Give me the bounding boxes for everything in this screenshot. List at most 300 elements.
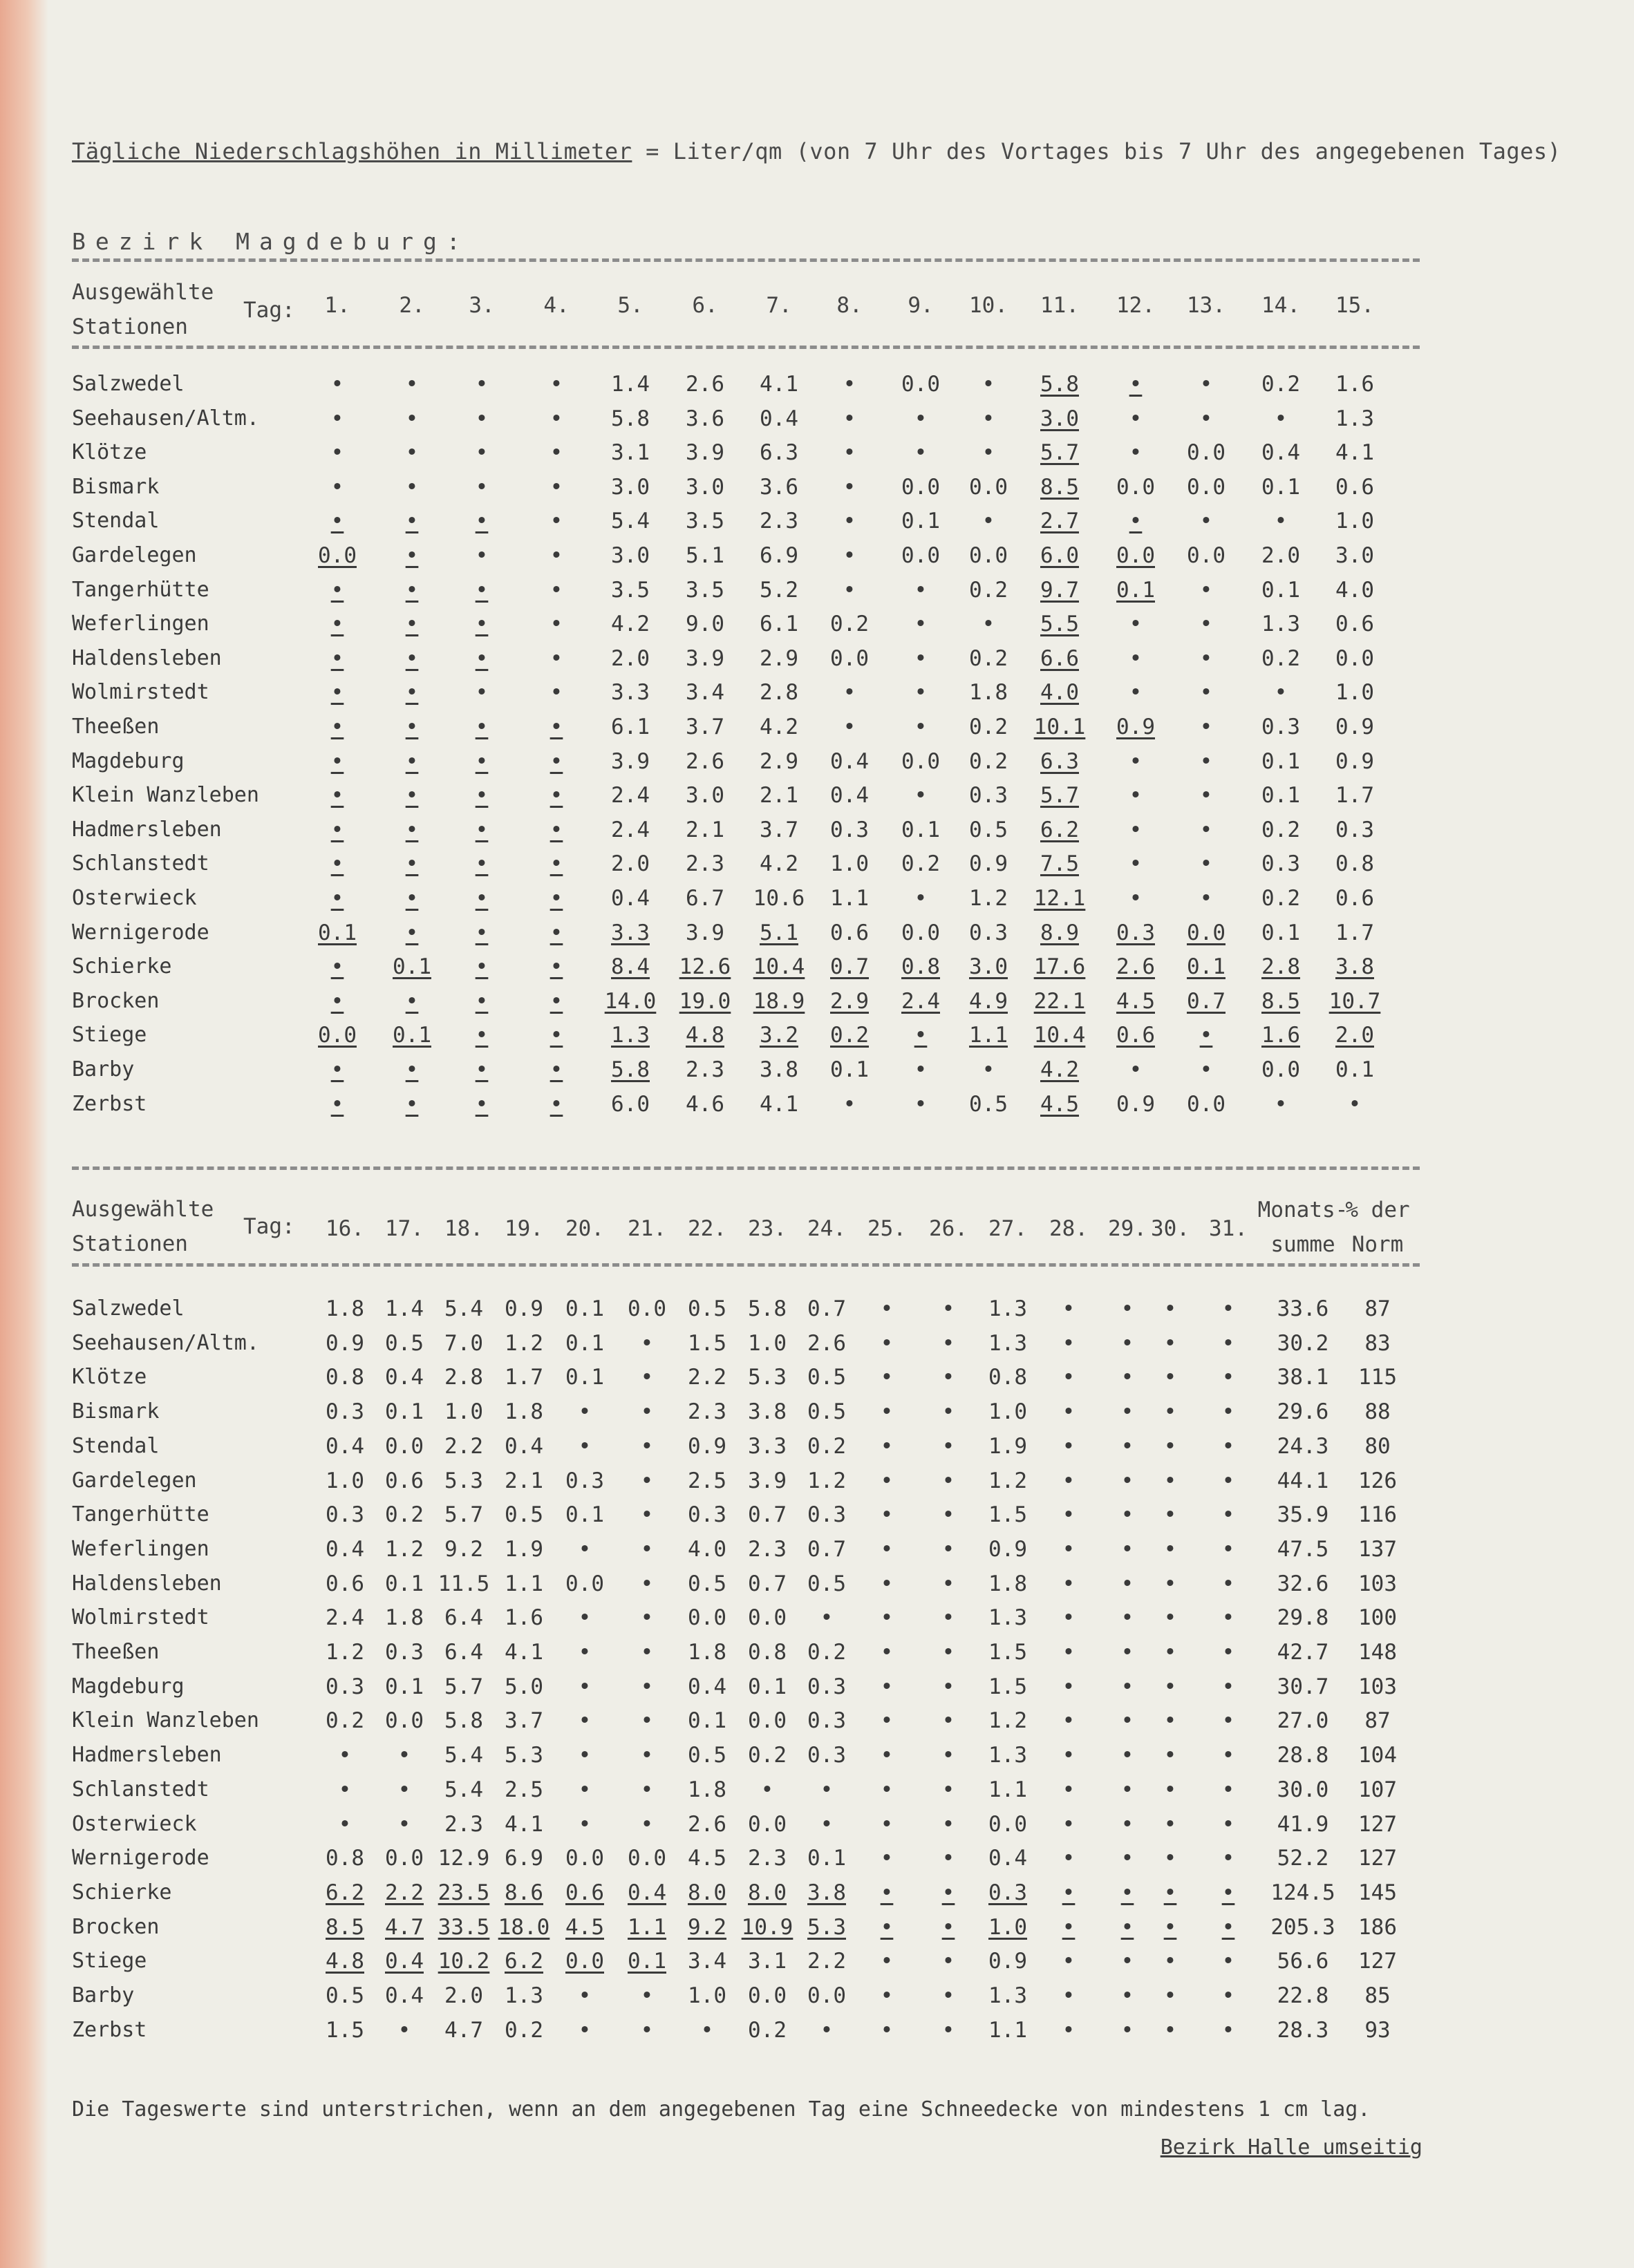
table-cell: •	[1062, 1434, 1076, 1459]
day-header: 20.	[565, 1216, 604, 1241]
table-cell: •	[1221, 1777, 1235, 1802]
monthly-sum-cell: 47.5	[1277, 1537, 1329, 1562]
table-cell: •	[1120, 1537, 1134, 1562]
table-cell: •	[982, 440, 995, 465]
day-header: 27.	[988, 1216, 1027, 1241]
table-cell: 9.0	[686, 612, 724, 636]
table-cell: •	[405, 886, 419, 911]
station-name: Stendal	[72, 509, 160, 533]
table-cell: 0.2	[326, 1708, 364, 1733]
table-cell: 1.3	[611, 1023, 650, 1048]
table-cell: 0.1	[628, 1949, 666, 1974]
monthly-sum-cell: 30.2	[1277, 1331, 1329, 1356]
table-cell: 2.1	[505, 1468, 543, 1493]
table-cell: 0.8	[326, 1365, 364, 1390]
table-cell: 1.4	[611, 372, 650, 397]
table-cell: 2.2	[807, 1949, 846, 1974]
table-cell: •	[941, 1434, 955, 1459]
table-cell: •	[475, 406, 489, 431]
table-cell: 2.5	[688, 1468, 726, 1493]
table-cell: 6.4	[444, 1605, 483, 1630]
table-cell: 2.4	[326, 1605, 364, 1630]
table-cell: •	[1221, 1949, 1235, 1974]
header-station-label-1: Ausgewählte	[72, 1197, 214, 1222]
table-cell: 1.8	[969, 680, 1008, 705]
table-cell: 0.9	[326, 1331, 364, 1356]
table-cell: 1.3	[988, 1743, 1027, 1768]
station-name: Weferlingen	[72, 1537, 209, 1561]
table-cell: 18.9	[753, 989, 805, 1014]
table-cell: 5.8	[444, 1708, 483, 1733]
table-cell: 10.4	[1033, 1023, 1086, 1048]
table-cell: •	[982, 509, 995, 533]
table-cell: •	[640, 1640, 654, 1665]
table-cell: •	[1221, 1605, 1235, 1630]
table-cell: 0.5	[807, 1399, 846, 1424]
table-cell: 3.8	[760, 1057, 798, 1082]
table-cell: 0.1	[318, 920, 357, 945]
table-cell: 0.1	[1261, 749, 1300, 774]
table-cell: 0.4	[688, 1674, 726, 1699]
table-cell: 1.2	[807, 1468, 846, 1493]
table-cell: •	[914, 1057, 928, 1082]
table-cell: 4.2	[611, 612, 650, 636]
table-cell: •	[982, 406, 995, 431]
table-cell: •	[1221, 1983, 1235, 2008]
table-cell: 0.6	[830, 920, 869, 945]
percent-norm-cell: 88	[1364, 1399, 1391, 1424]
table-cell: 12.6	[679, 954, 731, 979]
table-cell: •	[1199, 612, 1213, 636]
table-cell: •	[880, 1880, 894, 1905]
table-cell: •	[550, 440, 563, 465]
table-cell: 5.1	[686, 543, 724, 568]
table-cell: •	[880, 1915, 894, 1940]
table-cell: •	[475, 954, 489, 979]
table-cell: 0.3	[969, 783, 1008, 808]
table-cell: 1.8	[988, 1571, 1027, 1596]
table-cell: •	[1129, 440, 1143, 465]
percent-norm-cell: 115	[1358, 1365, 1397, 1390]
table-cell: •	[1129, 509, 1143, 533]
monthly-sum-cell: 30.7	[1277, 1674, 1329, 1699]
table-cell: •	[1062, 1365, 1076, 1390]
table-cell: •	[640, 1502, 654, 1527]
title-rest: = Liter/qm (von 7 Uhr des Vortages bis 7 Uhr des angegebenen Tages)	[632, 138, 1561, 164]
table-cell: 2.3	[686, 1057, 724, 1082]
table-cell: •	[1199, 406, 1213, 431]
table-cell: •	[330, 680, 344, 705]
table-cell: 0.3	[807, 1674, 846, 1699]
table-cell: •	[1199, 818, 1213, 842]
table-cell: 0.3	[688, 1502, 726, 1527]
table-cell: •	[914, 783, 928, 808]
table-cell: •	[880, 1640, 894, 1665]
table-cell: •	[914, 578, 928, 603]
table-cell: •	[550, 783, 563, 808]
day-header: 9.	[908, 293, 934, 318]
table-cell: 0.7	[830, 954, 869, 979]
percent-norm-cell: 87	[1364, 1708, 1391, 1733]
monthly-sum-cell: 44.1	[1277, 1468, 1329, 1493]
station-name: Klötze	[72, 1365, 147, 1389]
table-cell: •	[578, 1777, 592, 1802]
station-name: Theeßen	[72, 715, 160, 739]
table-cell: •	[1199, 509, 1213, 533]
table-cell: 3.0	[969, 954, 1008, 979]
table-cell: 0.6	[1116, 1023, 1155, 1048]
table-cell: •	[982, 1057, 995, 1082]
table-cell: 0.3	[807, 1743, 846, 1768]
table-cell: •	[1120, 1915, 1134, 1940]
table-cell: 2.6	[1116, 954, 1155, 979]
station-name: Wernigerode	[72, 1846, 209, 1870]
station-name: Schierke	[72, 954, 172, 979]
station-name: Schierke	[72, 1880, 172, 1905]
table-cell: 6.1	[611, 715, 650, 739]
table-cell: 1.7	[1335, 783, 1374, 808]
header-station-label-1: Ausgewählte	[72, 280, 214, 305]
table-cell: •	[1221, 1502, 1235, 1527]
percent-norm-cell: 100	[1358, 1605, 1397, 1630]
day-header: 26.	[929, 1216, 968, 1241]
table-cell: •	[914, 680, 928, 705]
table-cell: •	[941, 1708, 955, 1733]
table-cell: 1.0	[326, 1468, 364, 1493]
table-cell: 5.3	[505, 1743, 543, 1768]
table-cell: •	[475, 440, 489, 465]
table-cell: •	[1129, 612, 1143, 636]
table-cell: •	[1163, 1743, 1177, 1768]
table-cell: •	[1274, 406, 1288, 431]
table-cell: 0.2	[830, 1023, 869, 1048]
table-cell: 0.6	[326, 1571, 364, 1596]
table-cell: •	[1348, 1092, 1362, 1117]
table-cell: 2.2	[688, 1365, 726, 1390]
table-cell: 5.3	[748, 1365, 787, 1390]
station-name: Stendal	[72, 1434, 160, 1458]
table-cell: •	[330, 783, 344, 808]
monthly-sum-cell: 42.7	[1277, 1640, 1329, 1665]
table-cell: •	[700, 2018, 714, 2043]
table-cell: 3.8	[1335, 954, 1374, 979]
table-cell: 1.1	[505, 1571, 543, 1596]
table-cell: •	[1129, 886, 1143, 911]
table-cell: •	[405, 989, 419, 1014]
table-cell: 5.8	[1040, 372, 1079, 397]
table-cell: •	[578, 1708, 592, 1733]
table-cell: •	[330, 440, 344, 465]
table-cell: •	[941, 1331, 955, 1356]
day-header: 8.	[836, 293, 863, 318]
table-cell: •	[1062, 1502, 1076, 1527]
table-cell: •	[1163, 1468, 1177, 1493]
station-name: Barby	[72, 1057, 135, 1081]
table-cell: 1.9	[505, 1537, 543, 1562]
table-cell: 2.3	[748, 1846, 787, 1871]
table-cell: •	[1120, 1434, 1134, 1459]
monthly-sum-cell: 35.9	[1277, 1502, 1329, 1527]
table-cell: •	[1163, 2018, 1177, 2043]
table-cell: •	[1120, 1468, 1134, 1493]
table-cell: •	[1120, 1777, 1134, 1802]
table-cell: •	[405, 1057, 419, 1082]
table-cell: •	[880, 1949, 894, 1974]
table-cell: 1.1	[969, 1023, 1008, 1048]
table-cell: •	[880, 1502, 894, 1527]
table-cell: •	[1120, 2018, 1134, 2043]
table-cell: •	[578, 1640, 592, 1665]
table-cell: 0.5	[969, 1092, 1008, 1117]
table-cell: 1.5	[988, 1502, 1027, 1527]
table-cell: 5.8	[611, 1057, 650, 1082]
table-cell: •	[550, 989, 563, 1014]
table-cell: •	[1120, 1640, 1134, 1665]
table-cell: •	[578, 1674, 592, 1699]
table-cell: •	[475, 818, 489, 842]
table-cell: 3.6	[686, 406, 724, 431]
table-cell: 0.4	[760, 406, 798, 431]
percent-norm-cell: 186	[1358, 1915, 1397, 1940]
table-cell: 0.4	[628, 1880, 666, 1905]
table-cell: •	[1129, 851, 1143, 876]
table-cell: 7.5	[1040, 851, 1079, 876]
table-cell: 1.0	[444, 1399, 483, 1424]
table-cell: 2.1	[686, 818, 724, 842]
table-cell: 0.3	[830, 818, 869, 842]
percent-norm-cell: 104	[1358, 1743, 1397, 1768]
table-cell: •	[914, 440, 928, 465]
table-cell: •	[1221, 1812, 1235, 1837]
table-cell: 0.4	[326, 1537, 364, 1562]
station-name: Salzwedel	[72, 372, 185, 396]
table-cell: •	[843, 578, 856, 603]
table-cell: 0.4	[326, 1434, 364, 1459]
monthly-sum-cell: 56.6	[1277, 1949, 1329, 1974]
table-cell: •	[941, 1983, 955, 2008]
table-cell: 0.6	[385, 1468, 424, 1493]
divider	[72, 258, 1420, 262]
table-cell: 8.0	[748, 1880, 787, 1905]
monthly-sum-cell: 28.8	[1277, 1743, 1329, 1768]
station-name: Haldensleben	[72, 646, 222, 670]
footnote: Die Tageswerte sind unterstrichen, wenn an dem angegebenen Tag eine Schneedecke von mindestens 1 cm lag.	[72, 2097, 1371, 2121]
station-name: Barby	[72, 1983, 135, 2007]
table-cell: •	[941, 1777, 955, 1802]
table-cell: 1.1	[830, 886, 869, 911]
table-cell: 4.9	[969, 989, 1008, 1014]
divider	[72, 1166, 1420, 1170]
table-cell: •	[405, 475, 419, 500]
table-cell: 0.5	[688, 1571, 726, 1596]
table-cell: •	[475, 475, 489, 500]
table-cell: 4.1	[760, 372, 798, 397]
table-cell: 0.8	[1335, 851, 1374, 876]
table-cell: •	[330, 1057, 344, 1082]
table-cell: •	[880, 1468, 894, 1493]
table-cell: •	[405, 440, 419, 465]
table-cell: •	[1221, 1468, 1235, 1493]
table-cell: 0.3	[969, 920, 1008, 945]
table-cell: •	[405, 612, 419, 636]
table-cell: •	[1062, 1537, 1076, 1562]
table-cell: •	[1062, 1468, 1076, 1493]
table-cell: 0.0	[1187, 440, 1226, 465]
table-cell: 3.0	[611, 475, 650, 500]
table-cell: •	[941, 1399, 955, 1424]
table-cell: •	[475, 749, 489, 774]
table-cell: 4.1	[505, 1812, 543, 1837]
header-day-label: Tag:	[243, 298, 295, 323]
table-cell: 4.2	[760, 851, 798, 876]
table-cell: 1.8	[326, 1296, 364, 1321]
table-cell: 0.3	[807, 1708, 846, 1733]
table-cell: •	[640, 1571, 654, 1596]
table-cell: •	[578, 1434, 592, 1459]
table-cell: •	[578, 1983, 592, 2008]
table-cell: •	[880, 2018, 894, 2043]
table-cell: 0.2	[901, 851, 940, 876]
table-cell: •	[1163, 1880, 1177, 1905]
table-cell: •	[397, 2018, 411, 2043]
table-cell: 0.5	[385, 1331, 424, 1356]
table-cell: 0.2	[807, 1640, 846, 1665]
table-cell: •	[1062, 1846, 1076, 1871]
table-cell: 0.4	[611, 886, 650, 911]
table-cell: 0.1	[1116, 578, 1155, 603]
divider	[72, 346, 1420, 349]
table-cell: 0.7	[1187, 989, 1226, 1014]
table-cell: 0.3	[807, 1502, 846, 1527]
table-cell: •	[1199, 646, 1213, 671]
table-cell: •	[843, 715, 856, 739]
station-name: Bismark	[72, 1399, 160, 1424]
table-cell: 2.4	[611, 783, 650, 808]
table-cell: •	[330, 406, 344, 431]
table-cell: •	[941, 1571, 955, 1596]
day-header: 22.	[688, 1216, 726, 1241]
table-cell: 6.1	[760, 612, 798, 636]
table-cell: •	[475, 680, 489, 705]
table-cell: •	[1120, 1983, 1134, 2008]
table-cell: •	[820, 1777, 834, 1802]
table-cell: •	[1163, 1296, 1177, 1321]
table-cell: •	[880, 1331, 894, 1356]
table-cell: •	[1163, 1983, 1177, 2008]
table-cell: 0.0	[565, 1846, 604, 1871]
table-cell: •	[1221, 1880, 1235, 1905]
table-cell: •	[941, 1640, 955, 1665]
table-cell: 0.0	[385, 1846, 424, 1871]
table-cell: 0.1	[1187, 954, 1226, 979]
table-cell: 3.3	[611, 920, 650, 945]
table-cell: 2.6	[807, 1331, 846, 1356]
table-cell: •	[405, 680, 419, 705]
table-cell: •	[550, 543, 563, 568]
table-cell: •	[405, 818, 419, 842]
table-cell: •	[550, 1057, 563, 1082]
percent-norm-cell: 127	[1358, 1812, 1397, 1837]
day-header: 31.	[1209, 1216, 1248, 1241]
table-cell: •	[1062, 2018, 1076, 2043]
table-cell: •	[475, 372, 489, 397]
table-cell: •	[330, 886, 344, 911]
table-cell: 5.4	[444, 1743, 483, 1768]
table-cell: •	[1199, 749, 1213, 774]
table-cell: •	[475, 886, 489, 911]
monthly-sum-cell: 205.3	[1270, 1915, 1335, 1940]
table-cell: 0.8	[901, 954, 940, 979]
table-cell: •	[1199, 372, 1213, 397]
table-cell: 0.9	[1116, 1092, 1155, 1117]
table-cell: •	[843, 406, 856, 431]
table-cell: •	[1163, 1537, 1177, 1562]
station-name: Schlanstedt	[72, 1777, 209, 1802]
table-cell: 1.7	[1335, 920, 1374, 945]
table-cell: 3.5	[686, 578, 724, 603]
table-cell: 0.1	[901, 818, 940, 842]
table-cell: 1.3	[1335, 406, 1374, 431]
table-cell: 6.4	[444, 1640, 483, 1665]
table-cell: •	[475, 989, 489, 1014]
table-cell: 0.2	[1261, 372, 1300, 397]
table-cell: •	[941, 1537, 955, 1562]
table-cell: 0.1	[688, 1708, 726, 1733]
table-cell: •	[330, 818, 344, 842]
table-cell: 0.6	[1335, 886, 1374, 911]
table-cell: •	[843, 543, 856, 568]
table-cell: •	[1199, 680, 1213, 705]
table-cell: 6.9	[760, 543, 798, 568]
table-cell: 3.4	[688, 1949, 726, 1974]
station-name: Gardelegen	[72, 1468, 197, 1493]
table-cell: 0.1	[1261, 475, 1300, 500]
divider	[72, 1263, 1420, 1267]
day-header: 15.	[1335, 293, 1374, 318]
table-cell: •	[1062, 1812, 1076, 1837]
table-cell: 2.0	[1261, 543, 1300, 568]
monthly-sum-cell: 29.6	[1277, 1399, 1329, 1424]
table-cell: 0.0	[748, 1983, 787, 2008]
percent-norm-cell: 127	[1358, 1846, 1397, 1871]
table-cell: •	[338, 1812, 352, 1837]
table-cell: •	[1199, 886, 1213, 911]
table-cell: 1.5	[988, 1674, 1027, 1699]
table-cell: 1.8	[688, 1777, 726, 1802]
table-cell: •	[1221, 1915, 1235, 1940]
table-cell: 0.3	[1261, 715, 1300, 739]
table-cell: 3.0	[611, 543, 650, 568]
table-cell: 2.6	[686, 749, 724, 774]
table-cell: 1.2	[969, 886, 1008, 911]
table-cell: 0.1	[385, 1571, 424, 1596]
table-cell: •	[578, 2018, 592, 2043]
table-cell: •	[1129, 749, 1143, 774]
table-cell: •	[1199, 1057, 1213, 1082]
table-cell: •	[1120, 1880, 1134, 1905]
monthly-sum-cell: 33.6	[1277, 1296, 1329, 1321]
table-cell: 3.0	[686, 475, 724, 500]
table-cell: 8.0	[688, 1880, 726, 1905]
table-cell: 0.1	[565, 1331, 604, 1356]
table-cell: 10.4	[753, 954, 805, 979]
day-header: 18.	[444, 1216, 483, 1241]
table-cell: •	[640, 1331, 654, 1356]
table-cell: •	[941, 1502, 955, 1527]
table-cell: •	[330, 749, 344, 774]
table-cell: 0.9	[969, 851, 1008, 876]
table-cell: 1.3	[988, 1605, 1027, 1630]
